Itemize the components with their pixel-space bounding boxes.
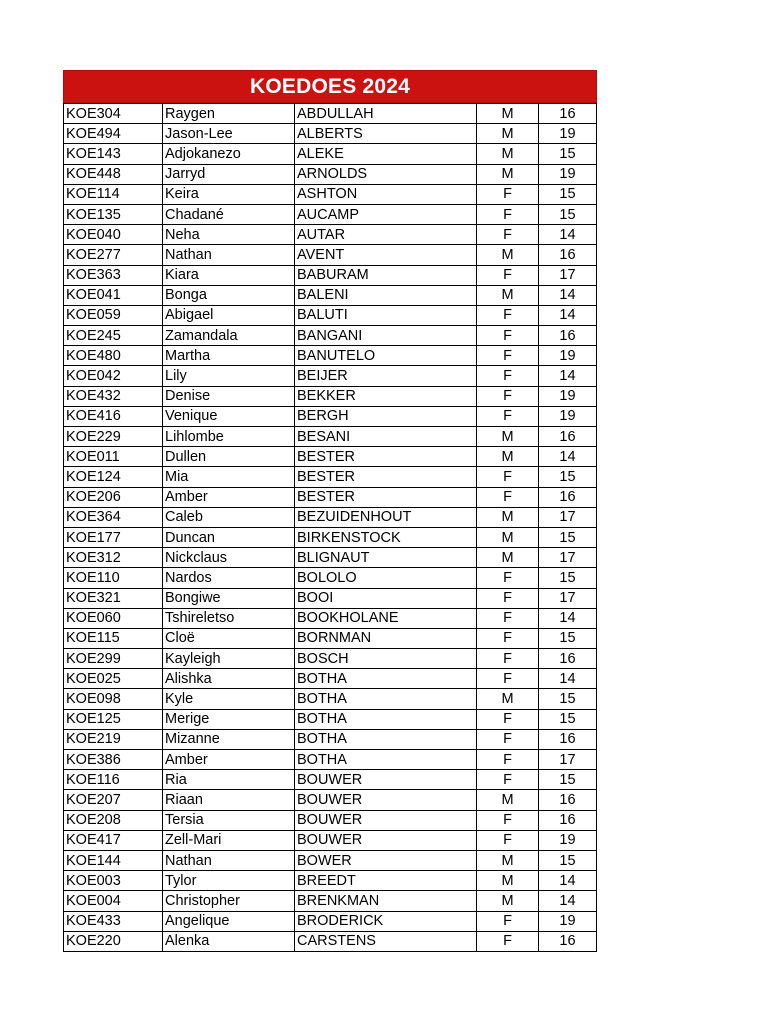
age-cell: 19 xyxy=(539,911,597,931)
last-name-cell: BERGH xyxy=(295,406,477,426)
age-cell: 16 xyxy=(539,810,597,830)
member-code-cell: KOE177 xyxy=(64,527,163,547)
member-code-cell: KOE219 xyxy=(64,729,163,749)
first-name-cell: Abigael xyxy=(163,305,295,325)
gender-cell: F xyxy=(477,830,539,850)
gender-cell: F xyxy=(477,911,539,931)
gender-cell: F xyxy=(477,326,539,346)
member-code-cell: KOE417 xyxy=(64,830,163,850)
age-cell: 16 xyxy=(539,487,597,507)
age-cell: 19 xyxy=(539,346,597,366)
age-cell: 14 xyxy=(539,305,597,325)
first-name-cell: Angelique xyxy=(163,911,295,931)
gender-cell: M xyxy=(477,850,539,870)
first-name-cell: Kiara xyxy=(163,265,295,285)
gender-cell: F xyxy=(477,366,539,386)
last-name-cell: BANGANI xyxy=(295,326,477,346)
first-name-cell: Nickclaus xyxy=(163,548,295,568)
last-name-cell: BOUWER xyxy=(295,810,477,830)
gender-cell: F xyxy=(477,608,539,628)
member-code-cell: KOE135 xyxy=(64,204,163,224)
gender-cell: M xyxy=(477,104,539,124)
gender-cell: M xyxy=(477,447,539,467)
table-row xyxy=(64,487,597,507)
gender-cell: F xyxy=(477,750,539,770)
first-name-cell: Nardos xyxy=(163,568,295,588)
table-row xyxy=(64,326,597,346)
first-name-cell: Raygen xyxy=(163,104,295,124)
first-name-cell: Venique xyxy=(163,406,295,426)
first-name-cell: Keira xyxy=(163,184,295,204)
last-name-cell: BORNMAN xyxy=(295,628,477,648)
age-cell: 14 xyxy=(539,669,597,689)
table-row xyxy=(64,386,597,406)
table-row xyxy=(64,184,597,204)
table-row xyxy=(64,527,597,547)
table-row xyxy=(64,850,597,870)
member-code-cell: KOE042 xyxy=(64,366,163,386)
table-row xyxy=(64,588,597,608)
age-cell: 14 xyxy=(539,891,597,911)
last-name-cell: ASHTON xyxy=(295,184,477,204)
age-cell: 19 xyxy=(539,386,597,406)
first-name-cell: Mizanne xyxy=(163,729,295,749)
first-name-cell: Christopher xyxy=(163,891,295,911)
last-name-cell: BESTER xyxy=(295,467,477,487)
gender-cell: F xyxy=(477,305,539,325)
first-name-cell: Merige xyxy=(163,709,295,729)
last-name-cell: BOOKHOLANE xyxy=(295,608,477,628)
age-cell: 19 xyxy=(539,124,597,144)
last-name-cell: BEZUIDENHOUT xyxy=(295,507,477,527)
member-code-cell: KOE143 xyxy=(64,144,163,164)
member-code-cell: KOE364 xyxy=(64,507,163,527)
first-name-cell: Chadané xyxy=(163,204,295,224)
table-row xyxy=(64,770,597,790)
last-name-cell: BOOI xyxy=(295,588,477,608)
first-name-cell: Lily xyxy=(163,366,295,386)
roster-title: KOEDOES 2024 xyxy=(63,70,597,103)
table-row xyxy=(64,144,597,164)
age-cell: 17 xyxy=(539,507,597,527)
gender-cell: F xyxy=(477,628,539,648)
last-name-cell: BEIJER xyxy=(295,366,477,386)
member-code-cell: KOE060 xyxy=(64,608,163,628)
roster-sheet xyxy=(63,70,597,952)
gender-cell: M xyxy=(477,164,539,184)
last-name-cell: AUTAR xyxy=(295,225,477,245)
member-code-cell: KOE494 xyxy=(64,124,163,144)
first-name-cell: Amber xyxy=(163,750,295,770)
age-cell: 15 xyxy=(539,770,597,790)
table-row xyxy=(64,931,597,951)
last-name-cell: BOLOLO xyxy=(295,568,477,588)
last-name-cell: BOWER xyxy=(295,850,477,870)
last-name-cell: BOUWER xyxy=(295,770,477,790)
gender-cell: F xyxy=(477,709,539,729)
first-name-cell: Bonga xyxy=(163,285,295,305)
age-cell: 16 xyxy=(539,427,597,447)
member-code-cell: KOE124 xyxy=(64,467,163,487)
table-row xyxy=(64,649,597,669)
first-name-cell: Neha xyxy=(163,225,295,245)
first-name-cell: Bongiwe xyxy=(163,588,295,608)
member-code-cell: KOE416 xyxy=(64,406,163,426)
table-row xyxy=(64,669,597,689)
age-cell: 16 xyxy=(539,931,597,951)
first-name-cell: Martha xyxy=(163,346,295,366)
gender-cell: M xyxy=(477,285,539,305)
first-name-cell: Adjokanezo xyxy=(163,144,295,164)
gender-cell: M xyxy=(477,689,539,709)
last-name-cell: BLIGNAUT xyxy=(295,548,477,568)
member-code-cell: KOE386 xyxy=(64,750,163,770)
table-row xyxy=(64,608,597,628)
gender-cell: M xyxy=(477,871,539,891)
member-code-cell: KOE206 xyxy=(64,487,163,507)
first-name-cell: Dullen xyxy=(163,447,295,467)
table-row xyxy=(64,729,597,749)
first-name-cell: Duncan xyxy=(163,527,295,547)
table-row xyxy=(64,427,597,447)
gender-cell: M xyxy=(477,124,539,144)
gender-cell: M xyxy=(477,891,539,911)
member-code-cell: KOE116 xyxy=(64,770,163,790)
gender-cell: F xyxy=(477,669,539,689)
age-cell: 19 xyxy=(539,830,597,850)
table-row xyxy=(64,507,597,527)
last-name-cell: BALENI xyxy=(295,285,477,305)
first-name-cell: Alenka xyxy=(163,931,295,951)
last-name-cell: BESTER xyxy=(295,487,477,507)
age-cell: 14 xyxy=(539,447,597,467)
age-cell: 15 xyxy=(539,850,597,870)
first-name-cell: Mia xyxy=(163,467,295,487)
age-cell: 17 xyxy=(539,548,597,568)
age-cell: 14 xyxy=(539,225,597,245)
last-name-cell: BOSCH xyxy=(295,649,477,669)
age-cell: 16 xyxy=(539,104,597,124)
table-row xyxy=(64,104,597,124)
member-code-cell: KOE245 xyxy=(64,326,163,346)
gender-cell: F xyxy=(477,184,539,204)
age-cell: 14 xyxy=(539,366,597,386)
first-name-cell: Alishka xyxy=(163,669,295,689)
gender-cell: F xyxy=(477,770,539,790)
gender-cell: F xyxy=(477,487,539,507)
table-row xyxy=(64,709,597,729)
member-code-cell: KOE321 xyxy=(64,588,163,608)
age-cell: 15 xyxy=(539,184,597,204)
table-row xyxy=(64,467,597,487)
table-row xyxy=(64,124,597,144)
table-row xyxy=(64,406,597,426)
age-cell: 14 xyxy=(539,608,597,628)
member-code-cell: KOE059 xyxy=(64,305,163,325)
table-row xyxy=(64,830,597,850)
member-code-cell: KOE041 xyxy=(64,285,163,305)
first-name-cell: Zell-Mari xyxy=(163,830,295,850)
gender-cell: F xyxy=(477,810,539,830)
age-cell: 17 xyxy=(539,588,597,608)
gender-cell: F xyxy=(477,225,539,245)
table-row xyxy=(64,305,597,325)
member-code-cell: KOE011 xyxy=(64,447,163,467)
member-code-cell: KOE277 xyxy=(64,245,163,265)
member-code-cell: KOE125 xyxy=(64,709,163,729)
table-row xyxy=(64,548,597,568)
gender-cell: F xyxy=(477,406,539,426)
member-code-cell: KOE208 xyxy=(64,810,163,830)
table-row xyxy=(64,750,597,770)
last-name-cell: BOTHA xyxy=(295,709,477,729)
first-name-cell: Tersia xyxy=(163,810,295,830)
age-cell: 16 xyxy=(539,326,597,346)
gender-cell: M xyxy=(477,548,539,568)
first-name-cell: Kayleigh xyxy=(163,649,295,669)
gender-cell: F xyxy=(477,204,539,224)
first-name-cell: Kyle xyxy=(163,689,295,709)
member-code-cell: KOE229 xyxy=(64,427,163,447)
gender-cell: M xyxy=(477,507,539,527)
first-name-cell: Cloë xyxy=(163,628,295,648)
first-name-cell: Lihlombe xyxy=(163,427,295,447)
member-code-cell: KOE299 xyxy=(64,649,163,669)
last-name-cell: AUCAMP xyxy=(295,204,477,224)
last-name-cell: BOUWER xyxy=(295,830,477,850)
table-row xyxy=(64,568,597,588)
gender-cell: F xyxy=(477,649,539,669)
member-code-cell: KOE448 xyxy=(64,164,163,184)
last-name-cell: BREEDT xyxy=(295,871,477,891)
member-code-cell: KOE207 xyxy=(64,790,163,810)
gender-cell: F xyxy=(477,568,539,588)
last-name-cell: BOTHA xyxy=(295,750,477,770)
first-name-cell: Amber xyxy=(163,487,295,507)
table-row xyxy=(64,628,597,648)
first-name-cell: Tshireletso xyxy=(163,608,295,628)
table-row xyxy=(64,346,597,366)
age-cell: 15 xyxy=(539,568,597,588)
last-name-cell: BRENKMAN xyxy=(295,891,477,911)
first-name-cell: Caleb xyxy=(163,507,295,527)
last-name-cell: CARSTENS xyxy=(295,931,477,951)
last-name-cell: ABDULLAH xyxy=(295,104,477,124)
first-name-cell: Jason-Lee xyxy=(163,124,295,144)
last-name-cell: BANUTELO xyxy=(295,346,477,366)
member-code-cell: KOE304 xyxy=(64,104,163,124)
member-code-cell: KOE003 xyxy=(64,871,163,891)
table-row xyxy=(64,689,597,709)
last-name-cell: BRODERICK xyxy=(295,911,477,931)
member-code-cell: KOE110 xyxy=(64,568,163,588)
last-name-cell: ALEKE xyxy=(295,144,477,164)
gender-cell: M xyxy=(477,144,539,164)
last-name-cell: BOTHA xyxy=(295,689,477,709)
age-cell: 15 xyxy=(539,527,597,547)
member-code-cell: KOE115 xyxy=(64,628,163,648)
age-cell: 15 xyxy=(539,709,597,729)
first-name-cell: Riaan xyxy=(163,790,295,810)
member-code-cell: KOE025 xyxy=(64,669,163,689)
roster-table xyxy=(63,103,597,952)
member-code-cell: KOE432 xyxy=(64,386,163,406)
table-row xyxy=(64,790,597,810)
gender-cell: F xyxy=(477,729,539,749)
member-code-cell: KOE480 xyxy=(64,346,163,366)
last-name-cell: AVENT xyxy=(295,245,477,265)
age-cell: 14 xyxy=(539,871,597,891)
table-row xyxy=(64,285,597,305)
last-name-cell: BOTHA xyxy=(295,729,477,749)
gender-cell: F xyxy=(477,931,539,951)
age-cell: 19 xyxy=(539,164,597,184)
last-name-cell: BABURAM xyxy=(295,265,477,285)
age-cell: 17 xyxy=(539,750,597,770)
last-name-cell: BESTER xyxy=(295,447,477,467)
member-code-cell: KOE114 xyxy=(64,184,163,204)
table-row xyxy=(64,891,597,911)
gender-cell: M xyxy=(477,245,539,265)
member-code-cell: KOE220 xyxy=(64,931,163,951)
last-name-cell: BIRKENSTOCK xyxy=(295,527,477,547)
gender-cell: F xyxy=(477,346,539,366)
age-cell: 15 xyxy=(539,144,597,164)
last-name-cell: BALUTI xyxy=(295,305,477,325)
member-code-cell: KOE144 xyxy=(64,850,163,870)
member-code-cell: KOE098 xyxy=(64,689,163,709)
age-cell: 16 xyxy=(539,790,597,810)
member-code-cell: KOE040 xyxy=(64,225,163,245)
first-name-cell: Jarryd xyxy=(163,164,295,184)
gender-cell: F xyxy=(477,467,539,487)
gender-cell: M xyxy=(477,527,539,547)
table-row xyxy=(64,265,597,285)
first-name-cell: Zamandala xyxy=(163,326,295,346)
table-row xyxy=(64,871,597,891)
age-cell: 17 xyxy=(539,265,597,285)
last-name-cell: ARNOLDS xyxy=(295,164,477,184)
first-name-cell: Nathan xyxy=(163,850,295,870)
table-row xyxy=(64,911,597,931)
first-name-cell: Nathan xyxy=(163,245,295,265)
first-name-cell: Ria xyxy=(163,770,295,790)
age-cell: 14 xyxy=(539,285,597,305)
last-name-cell: BOUWER xyxy=(295,790,477,810)
first-name-cell: Tylor xyxy=(163,871,295,891)
table-row xyxy=(64,164,597,184)
member-code-cell: KOE363 xyxy=(64,265,163,285)
last-name-cell: BOTHA xyxy=(295,669,477,689)
gender-cell: M xyxy=(477,427,539,447)
table-row xyxy=(64,245,597,265)
gender-cell: F xyxy=(477,265,539,285)
age-cell: 16 xyxy=(539,649,597,669)
member-code-cell: KOE004 xyxy=(64,891,163,911)
table-row xyxy=(64,366,597,386)
age-cell: 15 xyxy=(539,689,597,709)
roster-table-body xyxy=(64,104,597,952)
member-code-cell: KOE312 xyxy=(64,548,163,568)
table-row xyxy=(64,204,597,224)
gender-cell: M xyxy=(477,790,539,810)
table-row xyxy=(64,447,597,467)
table-row xyxy=(64,225,597,245)
last-name-cell: ALBERTS xyxy=(295,124,477,144)
age-cell: 15 xyxy=(539,628,597,648)
member-code-cell: KOE433 xyxy=(64,911,163,931)
age-cell: 15 xyxy=(539,204,597,224)
gender-cell: F xyxy=(477,588,539,608)
age-cell: 19 xyxy=(539,406,597,426)
gender-cell: F xyxy=(477,386,539,406)
age-cell: 16 xyxy=(539,245,597,265)
first-name-cell: Denise xyxy=(163,386,295,406)
age-cell: 15 xyxy=(539,467,597,487)
age-cell: 16 xyxy=(539,729,597,749)
last-name-cell: BEKKER xyxy=(295,386,477,406)
last-name-cell: BESANI xyxy=(295,427,477,447)
table-row xyxy=(64,810,597,830)
